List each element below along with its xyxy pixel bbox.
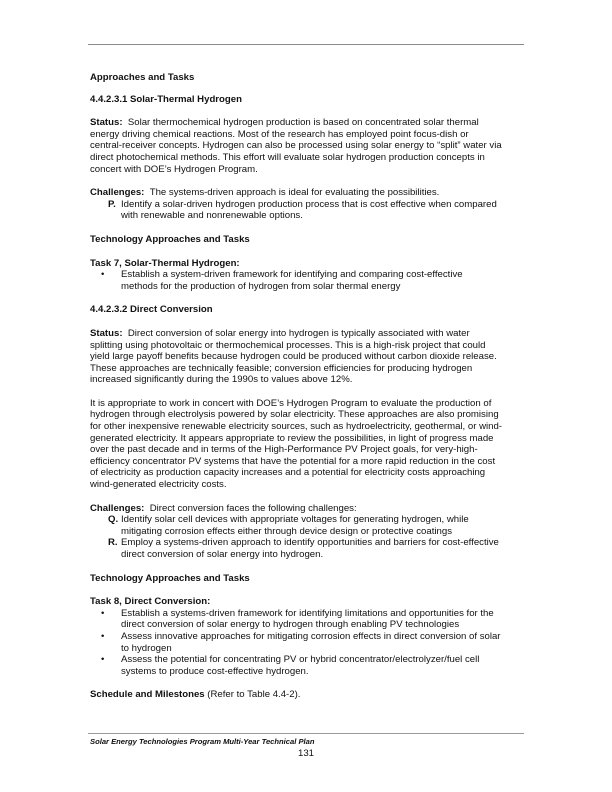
status-label: Status: [90,117,123,129]
section-title-solar-thermal: 4.4.2.3.1 Solar-Thermal Hydrogen [90,93,242,105]
section-title-direct-conversion: 4.4.2.3.2 Direct Conversion [90,304,213,316]
status-paragraph-solar-thermal: Status: Solar thermochemical hydrogen production is based on concentrated solar thermal energy driving chemical reactions. Most of the research has employed point focus-dish or central-receiver concepts. Hydrogen can also be processed using solar energy to “split” water via direct photochemical methods. This effort will evaluate solar hydrogen production concepts in concert with DOE’s Hydrogen Program. [90,117,502,175]
schedule-and-milestones: Schedule and Milestones (Refer to Table 4.4-2). [90,689,301,701]
status-paragraph-direct-conversion: Status: Direct conversion of solar energy into hydrogen is typically associated with water splitting using photovoltaic or thermochemical processes. This is a high-risk project that could yield large payoff benefits because hydrogen could be produced without carbon dioxide release. These approaches are technically feasible; conversion efficiencies for producing hydrogen increased significantly during the 1990s to values above 12%. [90,327,497,386]
list-item: • Assess innovative approaches for mitigating corrosion effects in direct conversion of solar to hydrogen [101,630,501,654]
paragraph-electrolysis: It is appropriate to work in concert with DOE’s Hydrogen Program to evaluate the production of hydrogen through electrolysis powered by solar electricity. These approaches are also promising for other inexpensive renewable electricity sources, such as hydroelectricity, geothermal, or wind- generated electricity. It appears appropriate to review the possibilities, in light of progress made over the past decade and in terms of the High-Performance PV Project goals, for very-high- efficiency concentrator PV systems that have the potential for a more rapid reduction in the cost of electricity as production capacity increases and a potential for electricity costs approaching wind-generated electricity costs. [90,397,503,491]
challenges-label: Challenges: [90,502,145,514]
task-7-bullets [90,269,522,292]
challenge-item-q: Q. Identify solar cell devices with appropriate voltages for generating hydrogen, while mitigating corrosion effects either through device design or protective coatings [108,514,469,537]
challenge-item-p: P. Identify a solar-driven hydrogen production process that is cost effective when compared with renewable and nonrenewable options. [108,198,497,222]
bullet-icon: • [101,630,105,642]
status-label: Status: [90,327,123,339]
bullet-icon: • [101,269,105,281]
challenges-direct-conversion: Challenges: Direct conversion faces the following challenges: Q. Identify solar cell devices with appropriate voltages for generating hydrogen, while mitigating corrosion effects either through device design or protective coatings R. Employ a systems-driven approach to identify opportunities and barriers for cost-effective direct conversion of solar energy into hydrogen. [90,503,522,561]
list-item: • Assess the potential for concentrating PV or hybrid concentrator/electrolyzer/fuel cell systems to produce cost-effective hydrogen. [101,654,480,677]
bullet-icon: • [101,607,105,619]
task-8-title: Task 8, Direct Conversion: [90,596,211,608]
bullet-icon: • [101,654,105,666]
tech-approaches-heading: Technology Approaches and Tasks [90,233,250,245]
task-7-title: Task 7, Solar-Thermal Hydrogen: [90,257,240,269]
page-number: 131 [297,748,314,759]
footer-document-title: Solar Energy Technologies Program Multi-Year Technical Plan [90,737,315,746]
challenge-item-r: R. Employ a systems-driven approach to identify opportunities and barriers for cost-effective direct conversion of solar energy into hydrogen. [108,537,499,560]
list-item: • Establish a systems-driven framework for identifying limitations and opportunities for the direct conversion of solar energy to hydrogen through enabling PV technologies [101,607,494,631]
list-item: • Establish a system-driven framework for identifying and comparing cost-effective methods for the production of hydrogen from solar thermal energy [101,269,463,292]
task-8-bullets [90,608,522,678]
header-rule [88,44,524,45]
heading-approaches-and-tasks: Approaches and Tasks [90,72,195,83]
challenges-label: Challenges: [90,187,145,199]
tech-approaches-heading: Technology Approaches and Tasks [90,572,250,584]
footer-rule [88,733,524,734]
challenges-solar-thermal: Challenges: The systems-driven approach is ideal for evaluating the possibilities. P. Identify a solar-driven hydrogen production process that is cost effective when compared with renewable and nonrenewable options. [90,187,522,222]
page-content [90,72,522,701]
